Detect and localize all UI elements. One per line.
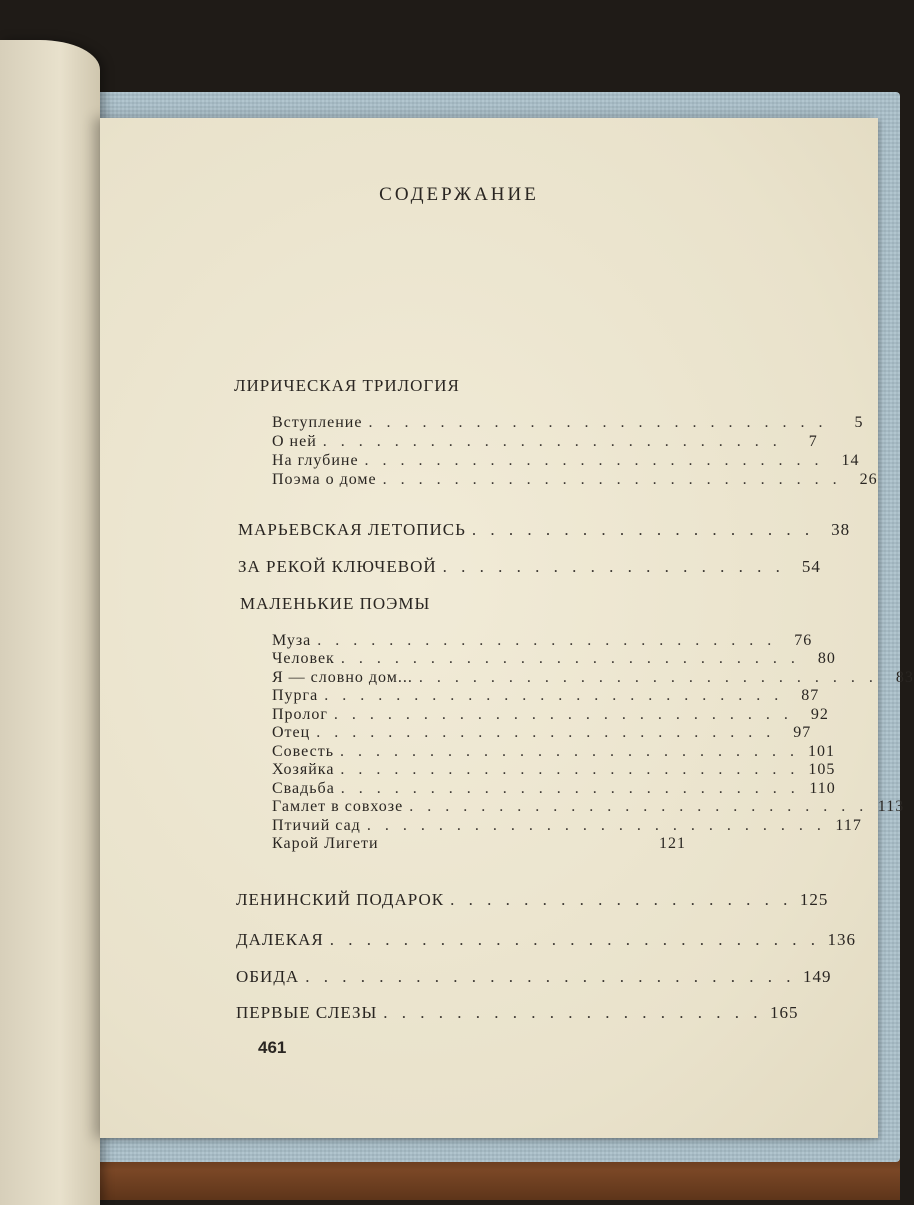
page-number: 461	[258, 1038, 287, 1057]
toc-section-za-rekoi	[238, 557, 821, 577]
toc-entry-page: 101	[808, 743, 836, 760]
contents-title: СОДЕРЖАНИЕ	[379, 184, 539, 205]
leader-dots: . . . . . . . . . . . . . . . . . . . . . . . . . . .	[329, 930, 820, 949]
toc-entry-page: 87	[801, 687, 820, 704]
toc-entry-page: 80	[817, 650, 836, 667]
toc-section-dalekaya	[236, 930, 856, 950]
toc-entry-page: 121	[659, 835, 686, 852]
section-heading-small-poems: МАЛЕНЬКИЕ ПОЭМЫ	[240, 594, 431, 613]
toc-entry	[272, 433, 818, 451]
toc-entry-title: Муза	[272, 632, 312, 649]
toc-entry-title: ПЕРВЫЕ СЛЕЗЫ	[236, 1003, 378, 1022]
toc-entry-title: Птичий сад	[272, 817, 361, 834]
toc-entry-page: 76	[794, 632, 813, 649]
toc-entry-page: 105	[808, 761, 836, 778]
toc-entry-page: 113	[877, 798, 905, 815]
toc-entry-title: ЛЕНИНСКИЙ ПОДАРОК	[236, 890, 445, 909]
toc-entry-page: 5	[854, 414, 864, 431]
leader-dots: . . . . . . . . . . . . . . . . . . . . . . . . . .	[324, 687, 784, 704]
toc-entry-title: ЗА РЕКОЙ КЛЮЧЕВОЙ	[238, 557, 437, 576]
leader-dots: . . . . . . . . . . . . . . . . . . . . . . . . . .	[368, 414, 828, 431]
leader-dots: . . . . . . . . . . . . . . . . . . . . . . . . . .	[364, 452, 824, 469]
leader-dots: . . . . . . . . . . . . . . . . . . . . . . . . . .	[316, 724, 776, 741]
toc-entry	[272, 724, 812, 742]
toc-entry	[272, 414, 864, 432]
toc-entry-page: 165	[770, 1003, 799, 1022]
toc-entry	[272, 780, 836, 798]
toc-entry-page: 7	[808, 433, 818, 450]
toc-entry-title: ДАЛЕКАЯ	[236, 930, 324, 949]
toc-entry-title: Я — словно дом...	[272, 669, 413, 686]
leader-dots: . . . . . . . . . . . . . . . . . . .	[471, 520, 815, 539]
toc-entry	[272, 798, 905, 816]
leader-dots: . . . . . . . . . . . . . . . . . . . . . . . . . .	[409, 798, 869, 815]
toc-entry-page: 117	[835, 817, 862, 834]
toc-entry	[272, 669, 914, 687]
leader-dots: . . . . . . . . . . . . . . . . . . . . . . . . . .	[340, 761, 800, 778]
toc-entry-page: 54	[801, 557, 821, 576]
toc-entry-title: МАРЬЕВСКАЯ ЛЕТОПИСЬ	[238, 520, 466, 539]
leader-dots: . . . . . . . . . . . . . . . . . . . . . . . . . .	[317, 632, 777, 649]
toc-entry	[272, 706, 829, 724]
toc-entry-title: Карой Лигети	[272, 835, 379, 852]
leader-dots: . . . . . . . . . . . . . . . . . . . . . . . . . .	[322, 433, 782, 450]
toc-entry-title: Человек	[272, 650, 335, 667]
toc-entry	[272, 743, 836, 761]
toc-entry-page: 149	[802, 967, 832, 986]
toc-entry-title: Пролог	[272, 706, 328, 723]
toc-entry	[272, 817, 862, 835]
toc-entry	[272, 761, 836, 779]
toc-entry-title: Поэма о доме	[272, 471, 377, 488]
leader-dots: . . . . . . . . . . . . . . . . . . . . . . . . . .	[418, 669, 878, 686]
toc-entry	[272, 632, 813, 650]
toc-entry-page: 125	[799, 890, 829, 909]
toc-entry-title: Хозяйка	[272, 761, 335, 778]
toc-entry	[272, 650, 836, 668]
toc-entry-title: Гамлет в совхозе	[272, 798, 404, 815]
toc-entry-title: Свадьба	[272, 780, 335, 797]
toc-entry-page: 136	[827, 930, 856, 949]
toc-entry-title: Совесть	[272, 743, 335, 760]
leader-dots: . . . . . . . . . . . . . . . . . . .	[442, 557, 785, 576]
toc-entry-title: О ней	[272, 433, 317, 450]
leader-dots: . . . . . . . . . . . . . . . . . . . . . . . . . . .	[305, 967, 796, 986]
toc-entry-title: ОБИДА	[236, 967, 300, 986]
toc-section-pervye-slezy	[236, 1003, 799, 1023]
toc-entry-title: На глубине	[272, 452, 359, 469]
toc-entry-page: 110	[809, 780, 836, 797]
leader-dots: . . . . . . . . . . . . . . . . . . . . .	[383, 1003, 763, 1022]
leader-dots: . . . . . . . . . . . . . . . . . . . . . . . . . .	[340, 650, 800, 667]
leader-dots: . . . . . . . . . . . . . . . . . . . . . . . . . .	[340, 780, 800, 797]
toc-entry-page: 97	[793, 724, 812, 741]
toc-entry	[272, 687, 820, 705]
toc-section-leninsky	[236, 890, 829, 910]
toc-entry	[272, 471, 878, 489]
toc-entry-title: Пурга	[272, 687, 319, 704]
toc-entry-page: 83	[895, 669, 914, 686]
contents-page	[100, 118, 914, 1138]
toc-entry-page: 14	[841, 452, 860, 469]
left-page-edge	[0, 40, 100, 1205]
leader-dots: . . . . . . . . . . . . . . . . . . . . . . . . . .	[340, 743, 800, 760]
toc-entry	[272, 452, 860, 470]
toc-section-marievka	[238, 520, 851, 540]
toc-entry	[272, 835, 686, 853]
toc-entry-page: 26	[859, 471, 878, 488]
section-heading-lyric-trilogy: ЛИРИЧЕСКАЯ ТРИЛОГИЯ	[234, 376, 460, 395]
leader-dots: . . . . . . . . . . . . . . . . . . . . . . . . . .	[366, 817, 826, 834]
leader-dots: . . . . . . . . . . . . . . . . . . .	[450, 890, 793, 909]
toc-entry-page: 38	[831, 520, 851, 539]
toc-entry-title: Вступление	[272, 414, 363, 431]
toc-section-obida	[236, 967, 832, 987]
leader-dots: . . . . . . . . . . . . . . . . . . . . . . . . . .	[333, 706, 793, 723]
toc-entry-page: 92	[810, 706, 829, 723]
leader-dots: . . . . . . . . . . . . . . . . . . . . . . . . . .	[382, 471, 842, 488]
toc-entry-title: Отец	[272, 724, 311, 741]
